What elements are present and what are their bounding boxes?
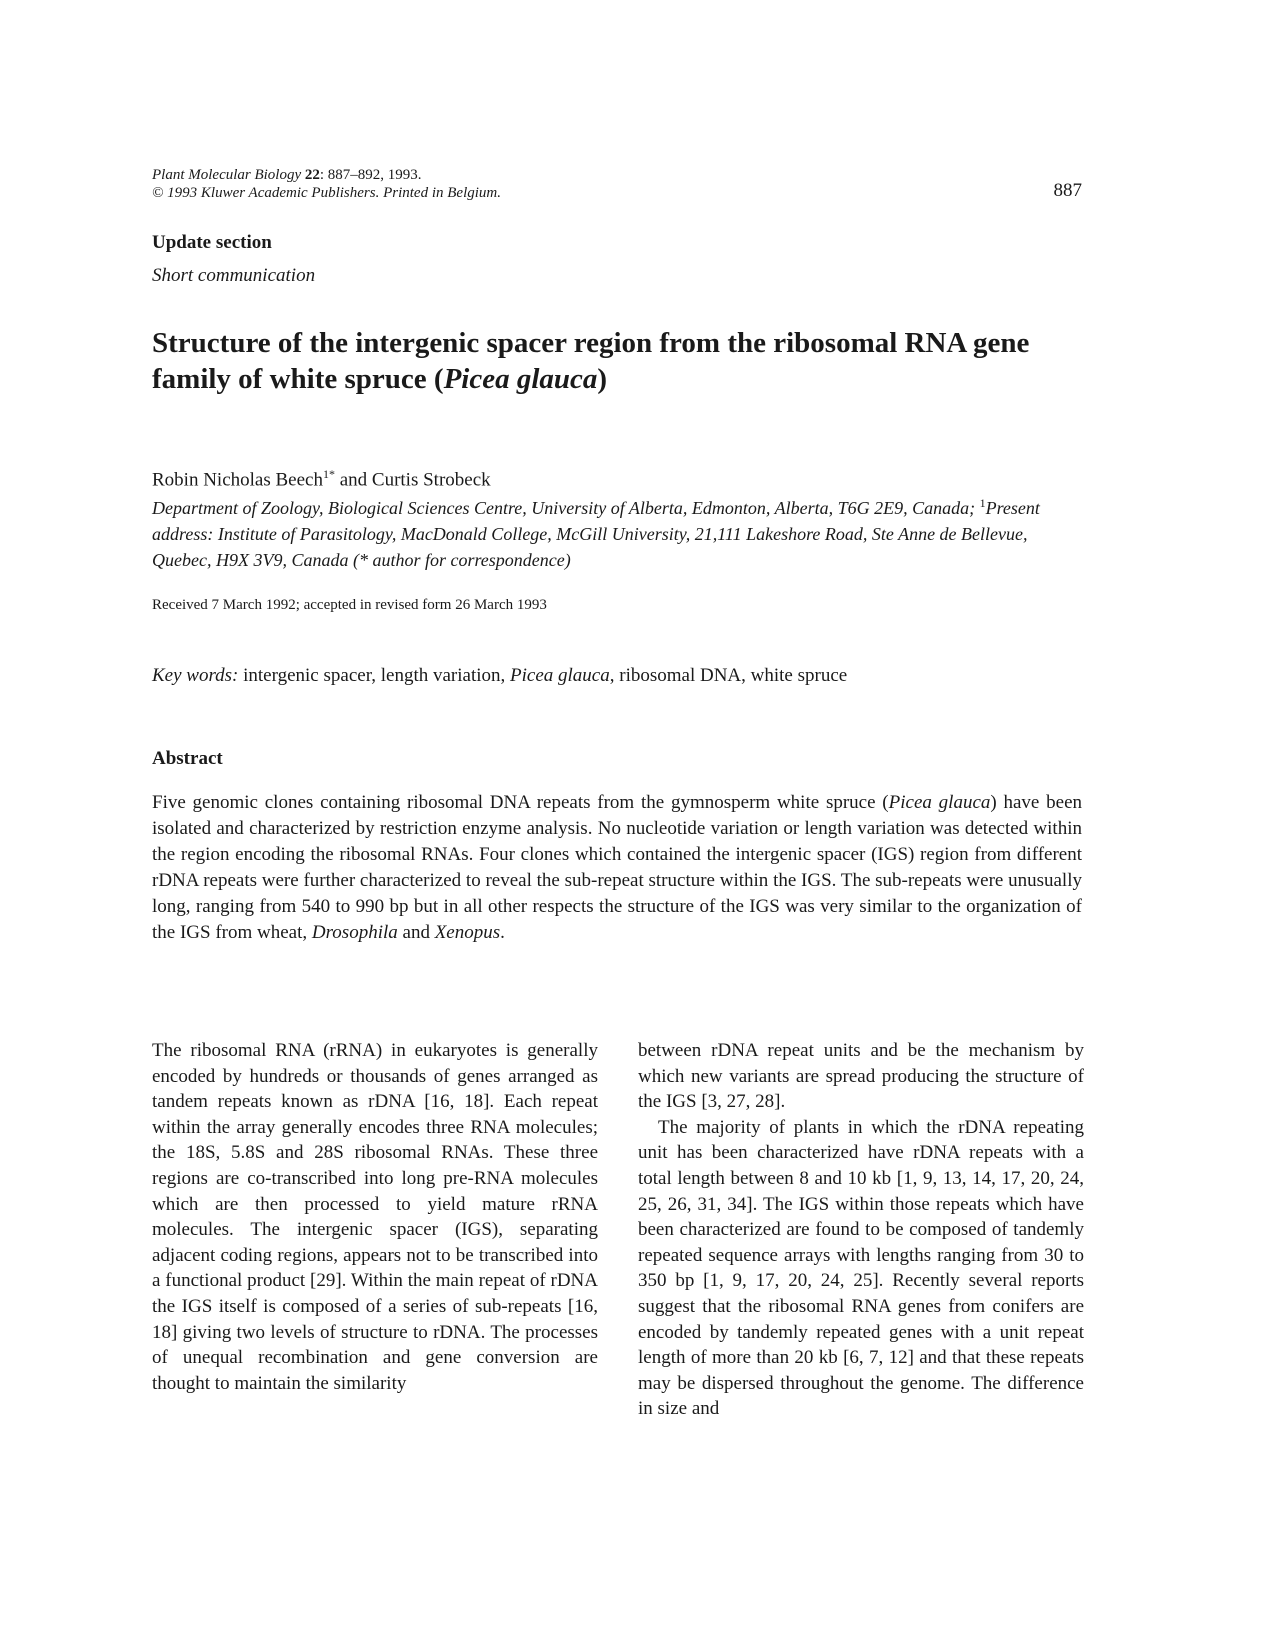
title-species: Picea glauca — [443, 363, 598, 395]
body-paragraph: The majority of plants in which the rDNA repeating unit has been characterized have rDNA repeats with a total length between 8 and 10 kb [1, 9, 13, 14, 17, 20, 24, 25, 26, 31, 34]. The IGS within those repeats which have been characterized are found to be composed of tandemly repeated sequence arrays with lengths ranging from 30 to 350 bp [1, 9, 17, 20, 24, 25]. Recently several reports suggest that the ribosomal RNA genes from conifers are encoded by tandemly repeated genes with a unit repeat length of more than 20 kb [6, 7, 12] and that these repeats may be dispersed throughout the genome. The difference in size and — [638, 1116, 1084, 1420]
affiliation-mark: 1 — [979, 496, 986, 510]
journal-volume: 22 — [304, 167, 320, 183]
title-close: ) — [597, 363, 608, 395]
abstract-genus-1: Drosophila — [311, 922, 398, 943]
keywords — [152, 665, 1082, 687]
keywords-species: Picea glauca — [510, 665, 610, 686]
keywords-text-2: , ribosomal DNA, white spruce — [609, 665, 848, 686]
body-column-left — [152, 1038, 598, 1396]
copyright-line: © 1993 Kluwer Academic Publishers. Printed in Belgium. — [152, 185, 501, 201]
journal-citation — [152, 166, 1082, 184]
author-list — [152, 467, 491, 491]
abstract-text: Five genomic clones containing ribosomal DNA repeats from the gymnosperm white spruce ( — [152, 792, 889, 813]
abstract-heading: Abstract — [152, 748, 223, 769]
section-label: Update section — [152, 232, 272, 253]
author-footnote-mark: 1* — [322, 467, 335, 481]
abstract-text-2: ) have been isolated and characterized by restriction enzyme analysis. No nucleotide variation or length variation was detected within the region encoding the ribosomal RNAs. Four clones which contained the intergenic spacer (IGS) region from different rDNA repeats were further characterized to reveal the sub-repeat structure within the IGS. The sub-repeats were unusually long, ranging from 540 to 990 bp but in all other respects the structure of the IGS was very similar to the organization of the IGS from wheat, — [152, 792, 1083, 943]
keywords-text: intergenic spacer, length variation, — [238, 665, 511, 686]
abstract-species: Picea glauca — [888, 792, 991, 813]
body-column-right — [638, 1038, 1084, 1422]
abstract-body — [152, 790, 1082, 946]
body-paragraph: The ribosomal RNA (rRNA) in eukaryotes is generally encoded by hundreds or thousands of genes arranged as tandem repeats known as rDNA [16, 18]. Each repeat within the array generally encodes three RNA molecules; the 18S, 5.8S and 28S ribosomal RNAs. These three regions are co-transcribed into long pre-RNA molecules which are then processed to yield mature rRNA molecules. The intergenic spacer (IGS), separating adjacent coding regions, appears not to be transcribed into a functional product [29]. Within the main repeat of rDNA the IGS itself is composed of a series of sub-repeats [16, 18] giving two levels of structure to rDNA. The processes of unequal recombination and gene conversion are thought to maintain the similarity — [152, 1040, 598, 1394]
body-paragraph: between rDNA repeat units and be the mechanism by which new variants are spread producing the structure of the IGS [3, 27, 28]. — [638, 1040, 1084, 1113]
author-name: Robin Nicholas Beech — [152, 469, 323, 491]
author-name-2: and Curtis Strobeck — [334, 469, 491, 491]
title-text: Structure of the intergenic spacer region from the ribosomal RNA gene family of white spruce ( — [152, 327, 1030, 395]
section-sublabel: Short communication — [152, 265, 316, 286]
affiliation — [152, 490, 1087, 573]
journal-pages-year: : 887–892, 1993. — [319, 167, 422, 183]
abstract-text-3: and — [397, 922, 435, 943]
affiliation-present: Present address: Institute of Parasitology, MacDonald College, McGill University, 21,111 Lakeshore Road, Ste Anne de Bellevue, Quebec, H9X 3V9, Canada (* author for correspondence) — [152, 498, 1040, 570]
paper-title — [152, 325, 1092, 397]
abstract-text-4: . — [500, 922, 505, 943]
page-number: 887 — [1053, 180, 1082, 201]
journal-name: Plant Molecular Biology — [152, 167, 305, 183]
abstract-genus-2: Xenopus — [434, 922, 501, 943]
journal-header — [152, 166, 1082, 202]
received-date: Received 7 March 1992; accepted in revised form 26 March 1993 — [152, 597, 547, 613]
keywords-label: Key words: — [152, 665, 239, 686]
affiliation-primary: Department of Zoology, Biological Sciences Centre, University of Alberta, Edmonton, Alberta, T6G 2E9, Canada; — [152, 498, 980, 518]
